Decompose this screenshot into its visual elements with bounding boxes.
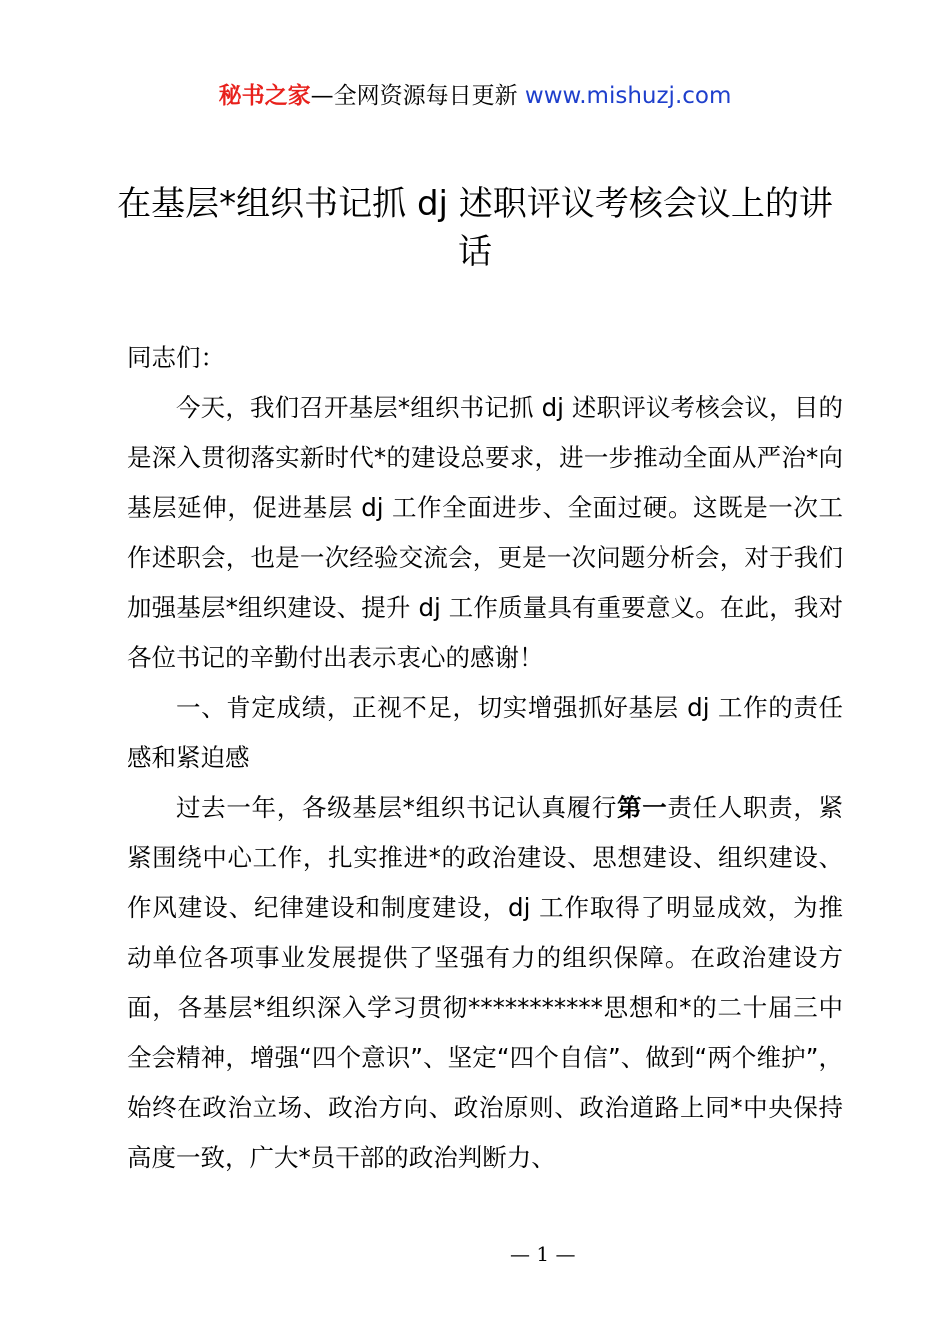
paragraph-text: 责任人职责，紧紧围绕中心工作，扎实推进*的政治建设、思想建设、组织建设、作风建设、纪律建设和制度建设，dj 工作取得了明显成效，为推动单位各项事业发展提供了坚强有力的组织保障。在政治建设方面，各基层*组织深入学习贯彻***********思想和*的二十届三中全会精神，增强“四个意识”、坚定“四个自信”、做到“两个维护”，始终在政治立场、政治方向、政治原则、政治道路上同*中央保持高度一致，广大*员干部的政治判断力、 (127, 793, 844, 1172)
section-heading-1: 一、肯定成绩，正视不足，切实增强抓好基层 dj 工作的责任感和紧迫感 (127, 693, 843, 772)
document-body (127, 333, 843, 1183)
site-link[interactable]: www.mishuzj.com (524, 83, 732, 109)
header-slogan: —全网资源每日更新 (310, 83, 525, 109)
paragraph-intro: 今天，我们召开基层*组织书记抓 dj 述职评议考核会议，目的是深入贯彻落实新时代*的建设总要求，进一步推动全面从严治*向基层延伸，促进基层 dj 工作全面进步、全面过硬。这既是一次工作述职会，也是一次经验交流会，更是一次问题分析会，对于我们加强基层*组织建设、提升 dj 工作质量具有重要意义。在此，我对各位书记的辛勤付出表示衷心的感谢！ (127, 393, 843, 672)
bold-text: 第一 (617, 793, 668, 822)
page-number: — 1 — (510, 1242, 576, 1266)
paragraph-text: 过去一年，各级基层*组织书记认真履行 (176, 793, 618, 822)
salutation: 同志们： (127, 343, 225, 372)
paragraph-achievements (127, 783, 843, 1183)
brand-name: 秘书之家 (218, 83, 311, 109)
document-title: 在基层*组织书记抓 dj 述职评议考核会议上的讲话 (117, 184, 833, 272)
site-header (0, 80, 950, 112)
